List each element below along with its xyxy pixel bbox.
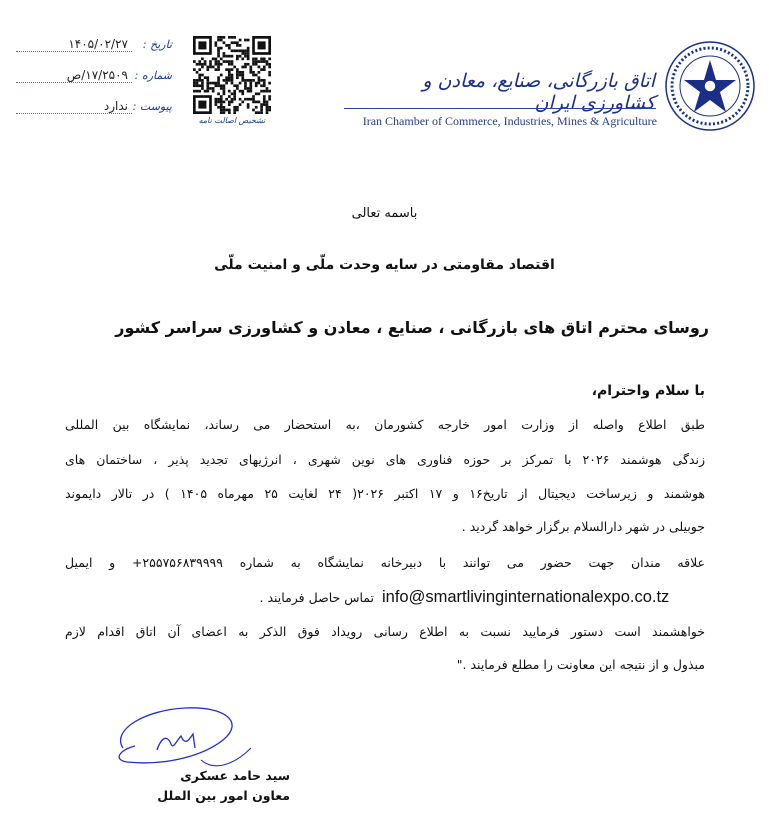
number-label: شماره : <box>134 69 172 82</box>
number-field <box>12 69 172 87</box>
date-value: ۱۴۰۵/۰۲/۲۷ <box>68 37 128 51</box>
paragraph-2-line-1: علاقه مندان جهت حضور می توانند با دبیرخانه نمایشگاه به شماره ۲۵۵۷۵۶۸۳۹۹۹۹+ و ایمیل <box>65 555 706 570</box>
slogan: اقتصاد مقاومتی در سایه وحدت ملّی و امنیت ملّی <box>214 257 555 273</box>
date-label: تاریخ : <box>142 38 172 51</box>
paragraph-3-line-1: خواهشمند است دستور فرمایید نسبت به اطلاع رسانی رویداد فوق الذکر به اعضای آن اتاق اقدام لازم <box>65 624 705 639</box>
org-name-persian: اتاق بازرگانی، صنایع، معادن و کشاورزی ایران <box>422 70 655 114</box>
paragraph-2-line-2: تماس حاصل فرمایند . <box>259 590 374 605</box>
paragraph-1-line-1: طبق اطلاع واصله از وزارت امور خارجه کشورمان ،به استحضار می رساند، نمایشگاه بین المللی <box>65 417 705 432</box>
invocation: باسمه تعالی <box>351 206 418 221</box>
header-rule <box>344 108 656 109</box>
salutation: با سلام واحترام، <box>591 383 705 399</box>
number-value: ۱۷/۲۵۰۹/ص <box>66 68 128 82</box>
attachment-value: ندارد <box>103 99 128 113</box>
org-name-english: Iran Chamber of Commerce, Industries, Mines & Agriculture <box>362 114 657 128</box>
attachment-dotted-line <box>16 113 132 114</box>
attachment-field <box>12 100 172 118</box>
paragraph-1-line-2: زندگی هوشمند ۲۰۲۶ با تمرکز بر حوزه فناوری های نوین شهری ، انرژیهای تجدید پذیر ، ساختمان های <box>65 452 705 467</box>
paragraph-3-line-2: مبذول و از نتیجه این معاونت را مطلع فرمایند ." <box>456 657 705 672</box>
date-dotted-line <box>16 51 132 52</box>
signatory-title: معاون امور بین الملل <box>157 788 290 803</box>
number-dotted-line <box>16 82 132 83</box>
qr-caption: تشخیص اصالت نامه <box>198 116 266 125</box>
attachment-label: پیوست : <box>132 100 172 113</box>
contact-email[interactable]: info@smartlivinginternationalexpo.co.tz <box>382 588 670 606</box>
qr-code-icon <box>193 36 271 114</box>
date-field <box>12 38 172 56</box>
addressee: روسای محترم اتاق های بازرگانی ، صنایع ، معادن و کشاورزی سراسر کشور <box>115 318 709 337</box>
signatory-name: سید حامد عسکری <box>180 768 290 783</box>
chamber-logo-icon <box>664 40 756 132</box>
paragraph-1-line-4: جوبیلی در شهر دارالسلام برگزار خواهد گردید . <box>461 519 705 534</box>
paragraph-1-line-3: هوشمند و زیرساخت دیجیتال از تاریخ۱۶ و ۱۷ اکتبر ۲۰۲۶( ۲۴ لغایت ۲۵ مهرماه ۱۴۰۵ ) در تالار دایموند <box>65 486 706 501</box>
